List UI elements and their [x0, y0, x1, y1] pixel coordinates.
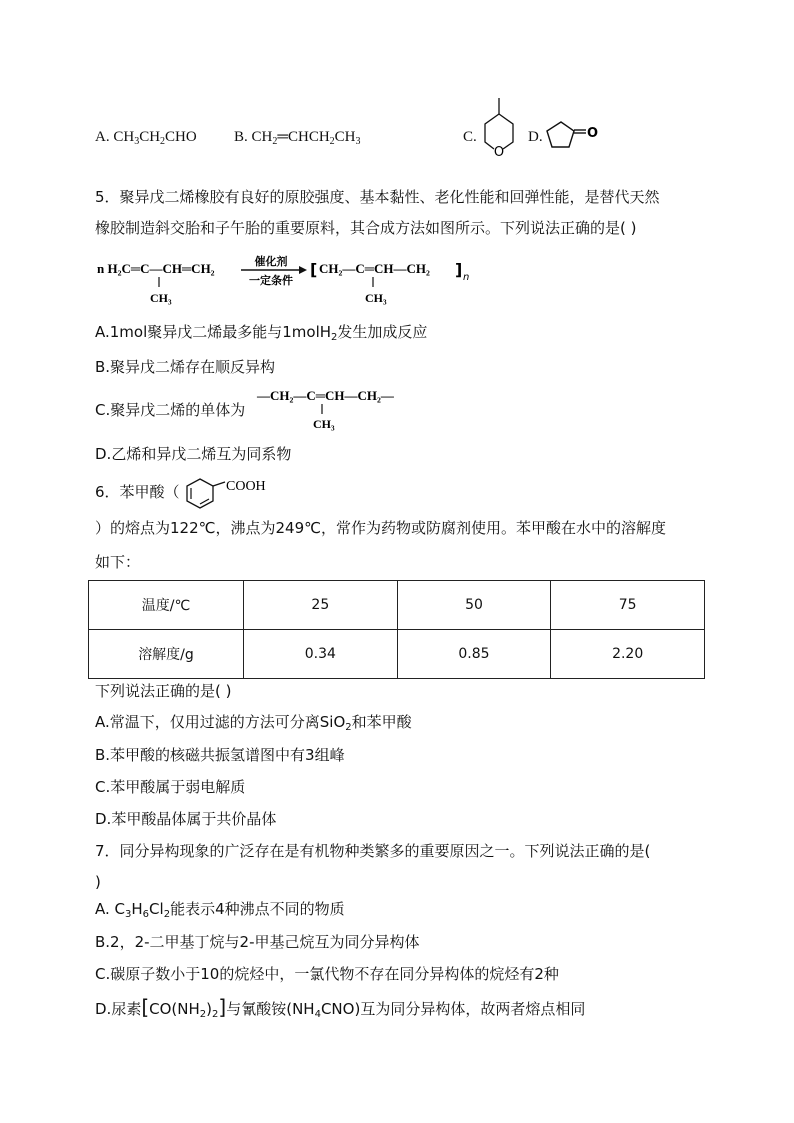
q5-option-a[interactable]: A.1mol聚异戊二烯最多能与1molH$_2$发生加成反应	[95, 323, 428, 343]
q6-option-c[interactable]: C.苯甲酸属于弱电解质	[95, 778, 246, 796]
row-header-temperature: 温度/℃	[89, 581, 244, 630]
q6-stem-line3: 如下：	[95, 553, 141, 571]
temperature-cell: 25	[244, 581, 398, 630]
q5-monomer-unit	[255, 384, 425, 432]
q5-option-d[interactable]: D.乙烯和异戊二烯互为同系物	[95, 445, 292, 463]
temperature-cell: 75	[551, 581, 705, 630]
table-row	[89, 581, 705, 630]
table-row	[89, 630, 705, 679]
reactant-methyl: CH₃	[150, 291, 172, 305]
condition-label: 一定条件	[249, 274, 293, 287]
q6-stem-line1: 6．苯甲酸（	[95, 483, 180, 501]
reactant-formula: n H₂C═C—CH═CH₂	[97, 261, 215, 276]
polymer-bracket-left: [	[310, 260, 318, 279]
solubility-cell: 0.34	[244, 630, 398, 679]
monomer-methyl: CH₃	[313, 417, 335, 431]
q5-reaction-scheme	[95, 254, 475, 310]
q7-option-a[interactable]: A. $C_3H_6Cl_2$能表示4种沸点不同的物质	[95, 900, 345, 920]
monomer-formula: —CH₂—C═CH—CH₂—	[257, 388, 394, 403]
product-formula: CH₂—C═CH—CH₂	[319, 261, 430, 276]
q6-option-d[interactable]: D.苯甲酸晶体属于共价晶体	[95, 810, 277, 828]
product-methyl: CH₃	[365, 291, 387, 305]
q5-stem-line1: 5．聚异戊二烯橡胶有良好的原胶强度、基本黏性、老化性能和回弹性能，是替代天然	[95, 188, 660, 206]
carbonyl-oxygen-label: O	[587, 126, 599, 141]
q6-question: 下列说法正确的是( )	[95, 682, 232, 700]
degree-of-polymerization: n	[463, 272, 470, 283]
q7-option-d[interactable]: D.尿素$[CO(NH_2)_2]$与氰酸铵$(NH_4CNO)$互为同分异构体，故两者熔点相同	[95, 995, 586, 1020]
oxygen-atom-label: O	[493, 145, 505, 160]
methyl-oxane-structure	[477, 94, 527, 174]
q4-options	[95, 126, 715, 176]
row-header-solubility: 溶解度/g	[89, 630, 244, 679]
q7-option-b[interactable]: B.2，2-二甲基丁烷与2-甲基己烷互为同分异构体	[95, 933, 420, 951]
solubility-cell: 0.85	[397, 630, 551, 679]
carboxyl-group-label: COOH	[226, 479, 266, 494]
q7-stem-line2: )	[95, 873, 101, 891]
catalyst-label: 催化剂	[254, 255, 288, 268]
benzoic-acid-structure	[183, 476, 278, 512]
cyclopentanone-structure	[543, 118, 605, 158]
q7-option-c[interactable]: C.碳原子数小于10的烷烃中，一氯代物不存在同分异构体的烷烃有2种	[95, 965, 559, 983]
q5-stem-line2: 橡胶制造斜交胎和子午胎的重要原料，其合成方法如图所示。下列说法正确的是( )	[95, 219, 637, 237]
q6-option-b[interactable]: B.苯甲酸的核磁共振氢谱图中有3组峰	[95, 746, 345, 764]
q4-option-c[interactable]: C.	[463, 129, 477, 145]
polymer-bracket-right: ]	[455, 260, 463, 279]
solubility-cell: 2.20	[551, 630, 705, 679]
q4-option-a[interactable]: A. $CH_3CH_2CHO$	[95, 129, 197, 147]
q4-option-d[interactable]: D.	[528, 129, 543, 145]
q5-option-c[interactable]: C.聚异戊二烯的单体为	[95, 401, 246, 419]
q7-stem-line1: 7．同分异构现象的广泛存在是有机物种类繁多的重要原因之一。下列说法正确的是(	[95, 842, 651, 860]
q4-option-b[interactable]: B. $CH_2═CHCH_2CH_3$	[234, 129, 361, 147]
temperature-cell: 50	[397, 581, 551, 630]
q5-option-b[interactable]: B.聚异戊二烯存在顺反异构	[95, 358, 276, 376]
solubility-table	[88, 580, 705, 679]
q6-stem-line2: ）的熔点为122℃，沸点为249℃，常作为药物或防腐剂使用。苯甲酸在水中的溶解度	[95, 519, 666, 537]
q6-option-a[interactable]: A.常温下，仅用过滤的方法可分离SiO$_2$和苯甲酸	[95, 713, 412, 733]
